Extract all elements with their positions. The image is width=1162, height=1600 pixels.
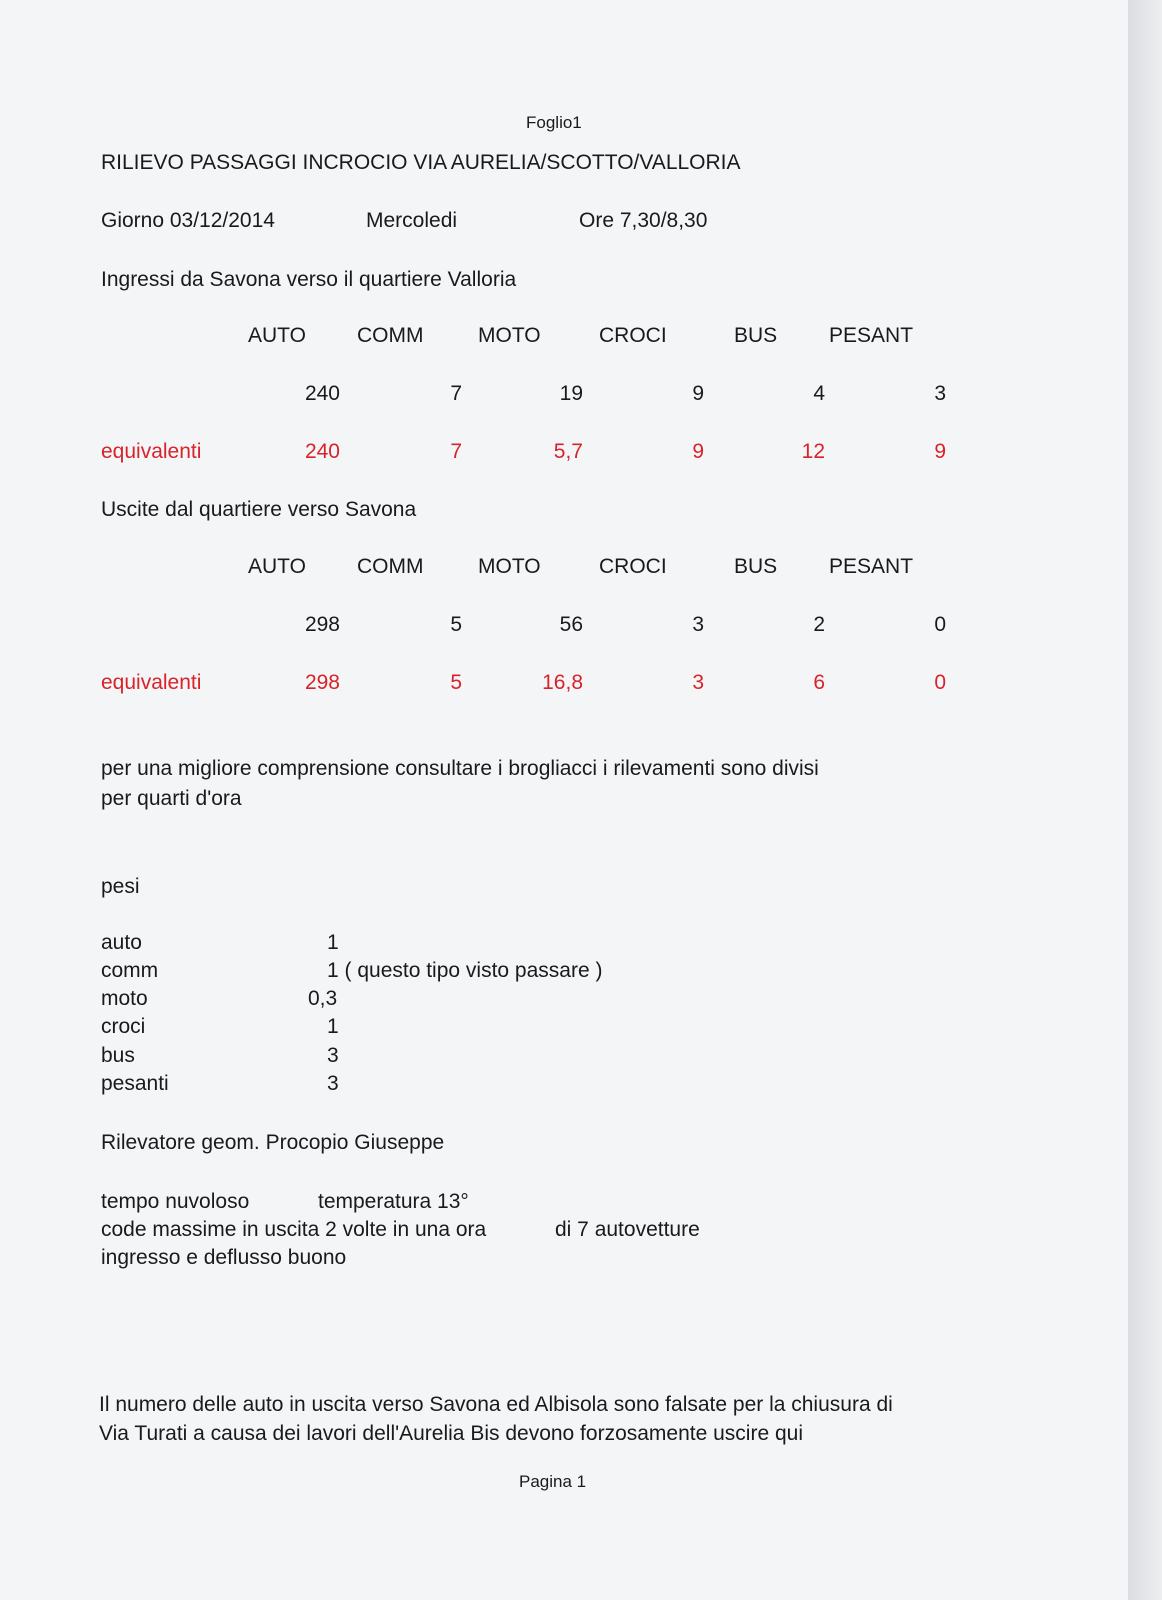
note-line-1: per una migliore comprensione consultare i brogliacci i rilevamenti sono divisi	[101, 757, 819, 780]
equiv-comm: 7	[450, 440, 462, 463]
col-header-croci: CROCI	[599, 324, 667, 347]
count-croci: 9	[692, 382, 704, 405]
equiv-croci: 3	[692, 671, 704, 694]
equiv-auto: 240	[304, 440, 340, 463]
col-header-moto: MOTO	[478, 555, 541, 578]
weight-label-croci: croci	[101, 1015, 146, 1038]
queues-detail: di 7 autovetture	[555, 1218, 700, 1241]
weight-value-auto: 1	[327, 931, 339, 954]
temperature: temperatura 13°	[318, 1190, 469, 1213]
equiv-comm: 5	[450, 671, 462, 694]
equiv-moto: 16,8	[542, 671, 583, 694]
date-hours: Ore 7,30/8,30	[579, 209, 708, 232]
date-day: Giorno 03/12/2014	[101, 209, 275, 232]
equiv-pesant: 0	[934, 671, 946, 694]
weight-label-pesanti: pesanti	[101, 1072, 169, 1095]
count-moto: 19	[559, 382, 583, 405]
equiv-auto: 298	[304, 671, 340, 694]
weight-value-pesanti: 3	[327, 1072, 339, 1095]
document-title: RILIEVO PASSAGGI INCROCIO VIA AURELIA/SCOTTO/VALLORIA	[101, 151, 741, 174]
col-header-pesant: PESANT	[829, 324, 914, 347]
count-auto: 240	[304, 382, 340, 405]
page-number: Pagina 1	[519, 1472, 587, 1491]
section-out-heading: Uscite dal quartiere verso Savona	[101, 498, 417, 521]
count-pesant: 0	[934, 613, 946, 636]
weight-value-comm: 1 ( questo tipo visto passare )	[327, 959, 603, 982]
col-header-moto: MOTO	[478, 324, 541, 347]
equiv-croci: 9	[692, 440, 704, 463]
sheet-name: Foglio1	[526, 113, 582, 132]
col-header-croci: CROCI	[599, 555, 667, 578]
count-auto: 298	[304, 613, 340, 636]
count-moto: 56	[559, 613, 583, 636]
col-header-bus: BUS	[734, 555, 778, 578]
equiv-pesant: 9	[934, 440, 946, 463]
weight-value-croci: 1	[327, 1015, 339, 1038]
weight-label-moto: moto	[101, 987, 148, 1010]
weight-label-comm: comm	[101, 959, 159, 982]
col-header-comm: COMM	[357, 555, 424, 578]
weight-label-bus: bus	[101, 1044, 135, 1067]
count-comm: 7	[450, 382, 462, 405]
count-bus: 2	[813, 613, 825, 636]
weather: tempo nuvoloso	[101, 1190, 250, 1213]
weight-label-auto: auto	[101, 931, 142, 954]
equiv-bus: 6	[813, 671, 825, 694]
footnote-line-2: Via Turati a causa dei lavori dell'Aurelia Bis devono forzosamente uscire qui	[99, 1422, 804, 1445]
equivalents-label: equivalenti	[101, 440, 202, 463]
date-weekday: Mercoledi	[366, 209, 458, 232]
col-header-bus: BUS	[734, 324, 778, 347]
count-comm: 5	[450, 613, 462, 636]
weight-value-moto: 0,3	[308, 987, 338, 1010]
footnote-line-1: Il numero delle auto in uscita verso Savona ed Albisola sono falsate per la chiusura di	[99, 1393, 893, 1416]
flow: ingresso e deflusso buono	[101, 1246, 347, 1269]
scan-edge	[1128, 0, 1162, 1600]
count-pesant: 3	[934, 382, 946, 405]
count-bus: 4	[813, 382, 825, 405]
col-header-auto: AUTO	[248, 324, 306, 347]
queues: code massime in uscita 2 volte in una ora	[101, 1218, 487, 1241]
equiv-bus: 12	[801, 440, 825, 463]
note-line-2: per quarti d'ora	[101, 787, 242, 810]
col-header-pesant: PESANT	[829, 555, 914, 578]
col-header-comm: COMM	[357, 324, 424, 347]
section-in-heading: Ingressi da Savona verso il quartiere Valloria	[101, 268, 517, 291]
count-croci: 3	[692, 613, 704, 636]
surveyor: Rilevatore geom. Procopio Giuseppe	[101, 1131, 445, 1154]
equivalents-label: equivalenti	[101, 671, 202, 694]
col-header-auto: AUTO	[248, 555, 306, 578]
weights-heading: pesi	[101, 875, 140, 898]
equiv-moto: 5,7	[553, 440, 583, 463]
weight-value-bus: 3	[327, 1044, 339, 1067]
